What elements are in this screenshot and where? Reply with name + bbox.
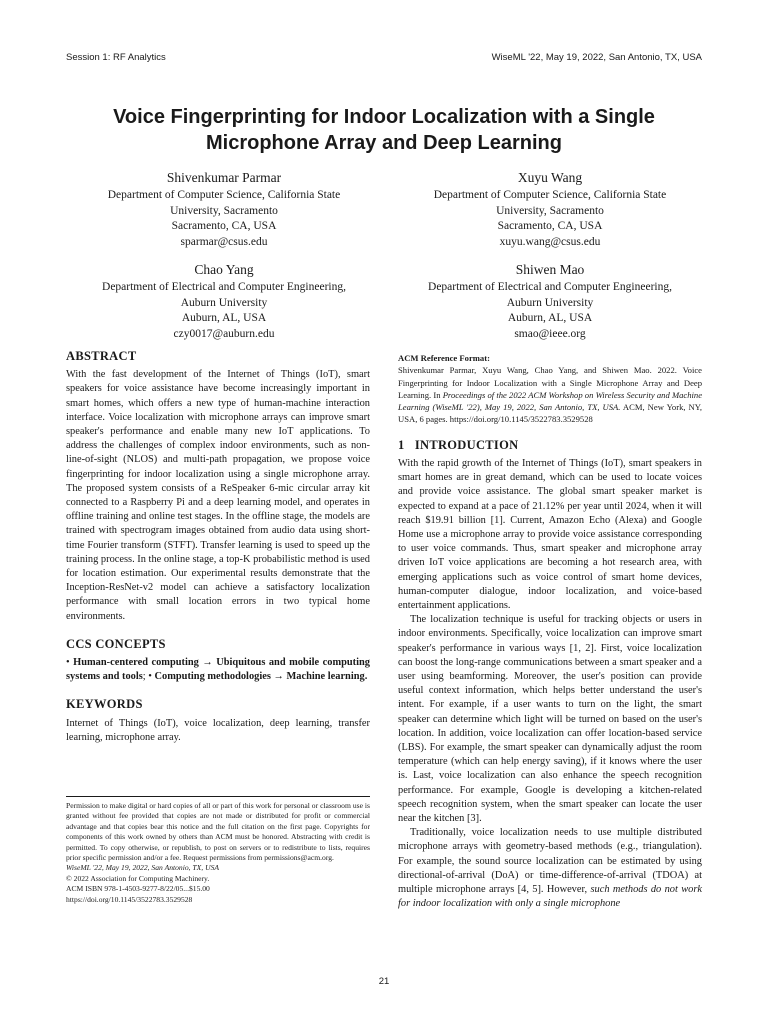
author-name: Shiwen Mao bbox=[515, 262, 585, 277]
author-affiliation: Department of Computer Science, California State bbox=[107, 189, 341, 201]
intro-paragraph-3-emphasis: such methods do not work for indoor localization with only a single microphone bbox=[398, 884, 702, 910]
ccs-concepts bbox=[66, 656, 370, 684]
header-session: Session 1: RF Analytics bbox=[66, 52, 166, 63]
author-email: czy0017@auburn.edu bbox=[173, 327, 275, 340]
author-affiliation: University, Sacramento bbox=[170, 204, 278, 217]
permission-copyright: © 2022 Association for Computing Machinery. bbox=[66, 873, 210, 883]
author-block bbox=[59, 169, 389, 250]
ccs-item: Machine learning bbox=[286, 671, 365, 683]
ccs-item: Ubiquitous and mobile computing systems and tools bbox=[66, 657, 370, 683]
author-location: Auburn, AL, USA bbox=[507, 312, 593, 324]
author-affiliation: Auburn University bbox=[180, 296, 268, 309]
intro-paragraph-2: The localization technique is useful for tracking objects or users in indoor environments. Specifically, voice localization can improve smart speaker's performance in various ways [1, 2]. First, voice localization can boost the long-range communications between a smart speaker and a user using beamforming. Moreover, the user's position can provide useful context information, which helps better understand the user's intent. For example, if a user wants to turn on the light, the smart speaker can determine which light will be turned on based on the user's location. In addition, voice localization can offer location-based service (LBS). For example, the smart speaker can dynamically adjust the room temperature (which can help energy saving), if it knows where the user is. Last, voice localization can also enhance the speech recognition performance. For example, Google is developing a kitchen-related speech recognition system, when the smart speaker can locate the user near the kitchen [3]. bbox=[398, 614, 702, 825]
ccs-arrow: → bbox=[273, 671, 284, 683]
permission-block bbox=[66, 796, 370, 905]
ccs-bullet: • bbox=[148, 671, 152, 683]
intro-paragraph-3-text: Traditionally, voice localization needs to use multiple distributed microphone arrays with geometry-based methods (e.g., triangulation). For example, the sound source localization can be estimated by using directional-of-arrival (DoA) or time-difference-of-arrival (TDOA) at multiple microphone arrays [4, 5]. However, bbox=[398, 827, 702, 896]
footnote-rule bbox=[66, 796, 370, 797]
author-location: Sacramento, CA, USA bbox=[497, 220, 603, 232]
ccs-end: . bbox=[364, 671, 368, 683]
left-column bbox=[66, 349, 370, 758]
abstract-section bbox=[66, 349, 370, 624]
author-location: Sacramento, CA, USA bbox=[171, 220, 277, 232]
author-email: smao@ieee.org bbox=[514, 327, 586, 340]
author-block bbox=[385, 261, 715, 342]
introduction-section bbox=[398, 438, 702, 912]
ccs-item: Human-centered computing bbox=[73, 657, 199, 669]
author-affiliation: Department of Electrical and Computer Engineering, bbox=[428, 281, 672, 293]
paper-title bbox=[60, 104, 708, 156]
permission-text: Permission to make digital or hard copies of all or part of this work for personal or classroom use is granted without fee provided that copies are not made or distributed for profit or commercial advantage and that copies bear this notice and the full citation on the first page. Copyrights for components of this work owned by others than ACM must be honored. Abstracting with credit is permitted. To copy otherwise, or republish, to post on servers or to redistribute to lists, requires prior specific permission and/or a fee. Request permissions from permissions@acm.org. bbox=[66, 801, 370, 863]
title-line-1: Voice Fingerprinting for Indoor Localization with a Single bbox=[113, 106, 655, 128]
acm-reference-text bbox=[398, 364, 702, 425]
author-affiliation: Department of Computer Science, California State bbox=[433, 189, 667, 201]
keywords-section bbox=[66, 697, 370, 745]
ccs-item: Computing methodologies bbox=[154, 671, 271, 683]
abstract-text: With the fast development of the Internet of Things (IoT), smart speakers for voice assistance have become increasingly important in smart homes, which offers a new type of human-machine interaction interface. Voice localization with microphone arrays can improve smart speaker's performance and enable many new IoT applications. To address the challenges of complex indoor environments, such as non-line-of-sight (NLOS) and multi-path propagation, we propose voice fingerprinting for indoor localization using a single microphone array. The proposed system consists of a ReSpeaker 6-mic circular array kit connected to a Raspberry Pi and a deep learning model, and operates in offline training and online test stages. In the offline stage, the models are trained with spectrogram images obtained from audio data using short-time Fourier transform (STFT). Transfer learning is used to speed up the training process. In the online stage, a top-K probabilistic method is used for location estimation. Our experimental results demonstrate that the Inception-ResNet-v2 model can achieve a satisfactory localization performance with small location errors in two typical home environments. bbox=[66, 369, 370, 622]
permission-doi: https://doi.org/10.1145/3522783.3529528 bbox=[66, 894, 193, 904]
introduction-heading: 1 INTRODUCTION bbox=[398, 437, 519, 452]
acm-reference-authors: Shivenkumar Parmar, Xuyu Wang, Chao Yang, and Shiwen Mao. 2022. Voice Fingerprinting for Indoor Localization with a Single Microphone Array and Deep Learning. In bbox=[398, 365, 702, 400]
permission-venue: WiseML '22, May 19, 2022, San Antonio, TX, USA bbox=[66, 863, 220, 873]
abstract-heading: ABSTRACT bbox=[66, 349, 137, 363]
author-name: Shivenkumar Parmar bbox=[166, 170, 282, 185]
ccs-heading: CCS CONCEPTS bbox=[66, 636, 166, 651]
ccs-separator: ; bbox=[142, 671, 146, 683]
keywords-text: Internet of Things (IoT), voice localization, deep learning, transfer learning, microphone array. bbox=[66, 717, 370, 743]
author-block bbox=[385, 169, 715, 250]
author-name: Xuyu Wang bbox=[517, 170, 583, 185]
acm-reference-rest: ACM, New York, NY, USA, 6 pages. https://doi.org/10.1145/3522783.3529528 bbox=[398, 402, 702, 425]
author-email: xuyu.wang@csus.edu bbox=[499, 235, 601, 248]
ccs-section bbox=[66, 637, 370, 685]
author-affiliation: Department of Electrical and Computer Engineering, bbox=[102, 281, 346, 293]
author-email: sparmar@csus.edu bbox=[180, 235, 268, 248]
author-location: Auburn, AL, USA bbox=[181, 312, 267, 324]
page-number: 21 bbox=[378, 976, 390, 987]
acm-reference-proceedings: Proceedings of the 2022 ACM Workshop on Wireless Security and Machine Learning (WiseML '22), May 19, 2022, San Antonio, TX, USA. bbox=[398, 389, 703, 413]
ccs-arrow: → bbox=[202, 657, 213, 669]
intro-paragraph-1: With the rapid growth of the Internet of Things (IoT), smart speakers in smart homes are in great demand, which can be used to locate voices and provide voice assistance. The global smart speaker market is expected to expand at a pace of 21.12% per year until 2024, when it will reach $19.91 billion [1]. Current, Amazon Echo (Alexa) and Google Home use a microphone array to provide voice assistance corresponding to user voice commands. Thus, smart speaker and microphone array driven IoT voice applications are becoming a hot research area, with emerging applications such as voice control of smart home devices, human-computer dialogue, indoor localization, and voice-based entertainment applications. bbox=[398, 457, 702, 612]
acm-reference-label: ACM Reference Format: bbox=[398, 353, 490, 363]
intro-paragraph-3 bbox=[398, 826, 702, 911]
title-line-2: Microphone Array and Deep Learning bbox=[206, 132, 562, 154]
permission-isbn: ACM ISBN 978-1-4503-9277-8/22/05...$15.00 bbox=[66, 884, 210, 894]
header-venue: WiseML '22, May 19, 2022, San Antonio, TX, USA bbox=[491, 52, 702, 63]
right-column bbox=[398, 352, 702, 911]
author-name: Chao Yang bbox=[194, 262, 254, 277]
author-affiliation: University, Sacramento bbox=[496, 204, 604, 217]
keywords-heading: KEYWORDS bbox=[66, 697, 143, 712]
ccs-bullet: • bbox=[66, 657, 70, 669]
running-header bbox=[66, 52, 702, 63]
author-block bbox=[59, 261, 389, 342]
author-affiliation: Auburn University bbox=[506, 296, 594, 309]
acm-reference bbox=[398, 352, 702, 426]
